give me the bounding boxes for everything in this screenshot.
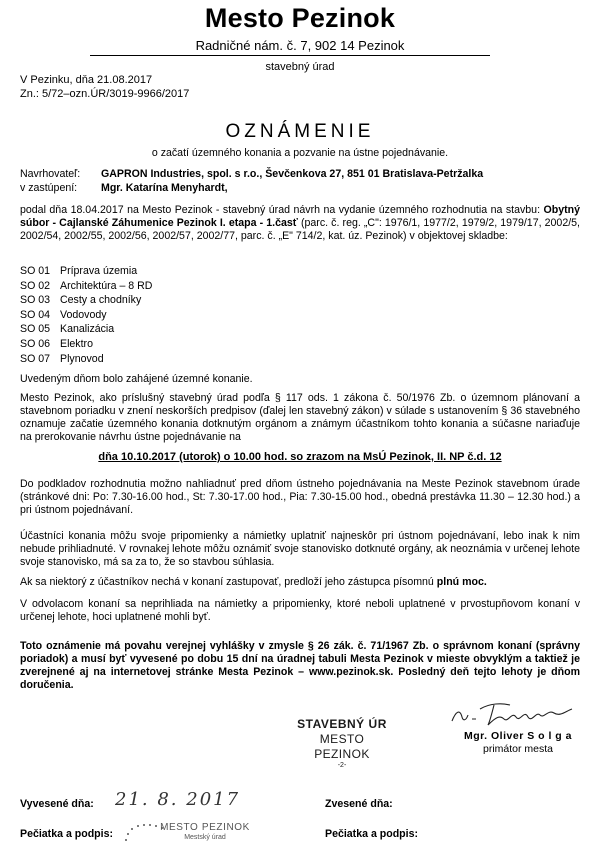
list-item [20, 265, 152, 280]
power-of-attorney: plnú moc. [436, 576, 487, 588]
applicant-value: GAPRON Industries, spol. s r.o., Ševčenkova 27, 851 01 Bratislava-Petržalka [101, 168, 484, 180]
place-date: V Pezinku, dňa 21.08.2017 [20, 74, 153, 86]
documents-paragraph: Do podkladov rozhodnutia možno nahliadnuť pred dňom ústneho pojednávania na Meste Pezinok stavebnom úrade (stránkové dni: Po: 7.30-16.00 hod., St: 7.30-17.00 hod., Pia: 7.30-15.00 hod., obedná prestávka 11.30 – 12.30 hod.) a pri ústnom pojednávaní. [20, 478, 580, 517]
hearing-text: dňa 10.10.2017 (utorok) o 10.00 hod. so zrazom na MsÚ Pezinok, II. NP č.d. 12 [98, 451, 502, 463]
representative-label: v zastúpení: [20, 182, 78, 194]
applicant-row [20, 168, 483, 181]
procedure-started: Uvedeným dňom bolo zahájené územné konanie. [20, 373, 253, 385]
object-code: SO 03 [20, 294, 51, 307]
applicant-label: Navrhovateľ: [20, 168, 81, 180]
object-code: SO 01 [20, 265, 51, 277]
header-divider [90, 55, 490, 56]
stamp-line-1: STAVEBNÝ ÚR [297, 717, 387, 731]
hearing-date [0, 451, 600, 465]
intro-text-2: (parc. č. reg. „C": 1976/1, 1977/2, 1979/2, 1979/17, 2002/5, 2002/54, 2002/55, 2002/56, 2002/57, 2002/77, parc. č. „E" 714/2, kat. úz. Pezinok) v objektovej skladbe: [20, 217, 580, 243]
representation-text: Ak sa niektorý z účastníkov nechá v konaní zastupovať, predloží jeho zástupca písomnú [20, 576, 437, 588]
posted-date-handwritten: 21. 8. 2017 [115, 789, 241, 810]
object-code: SO 07 [20, 352, 51, 365]
list-item [20, 353, 152, 368]
removed-label: Zvesené dňa: [325, 798, 393, 810]
list-item [20, 280, 152, 295]
reference-number: Zn.: 5/72–ozn.ÚR/3019-9966/2017 [20, 88, 190, 100]
object-code: SO 04 [20, 308, 51, 321]
office-stamp [292, 717, 392, 770]
city-title: Mesto Pezinok [204, 3, 396, 33]
object-name: Architektúra – 8 RD [60, 279, 153, 292]
list-item [20, 294, 152, 309]
object-name: Cesty a chodníky [60, 294, 142, 307]
signatory-role: primátor mesta [482, 743, 554, 756]
object-code: SO 02 [20, 279, 51, 292]
intro-text-1: podal dňa 18.04.2017 na Mesto Pezinok - stavebný úrad návrh na vydanie územného rozhodnutia na stavbu: [20, 204, 544, 216]
stamp-line-2: MESTO PEZINOK [314, 731, 370, 761]
public-notice-paragraph: Toto oznámenie má povahu verejnej vyhlášky v zmysle § 26 zák. č. 71/1967 Zb. o správnom konaní (správny poriadok) a musí byť vyvesené po dobu 15 dní na úradnej tabuli Mesta Pezinok v mieste obvyklým a taktiež je zverejnené aj na internetovej stránke Mesta Pezinok – www.pezinok.sk. Posledný deň tejto lehoty je dňom doručenia. [20, 640, 580, 692]
faint-stamp-line-2: Mestský úrad [184, 834, 226, 842]
project-name: Obytný súbor - Cajlanské Záhumenice Pezinok I. etapa - 1.časť [20, 204, 580, 230]
list-item [20, 309, 152, 324]
mayor-signature [450, 697, 575, 729]
list-item [20, 323, 152, 338]
representative-row [20, 182, 228, 195]
intro-paragraph [20, 204, 580, 243]
object-code: SO 06 [20, 337, 51, 350]
document-title: OZNÁMENIE [225, 121, 375, 142]
stamp-line-3: -2- [337, 761, 347, 769]
posted-label: Vyvesené dňa: [20, 798, 94, 810]
faint-office-stamp [150, 822, 260, 843]
stamp-signature-label-left: Pečiatka a podpis: [20, 828, 114, 840]
signatory-block [448, 730, 588, 756]
signatory-name: Mgr. Oliver S o l g a [464, 730, 572, 742]
stamp-signature-label-right: Pečiatka a podpis: [325, 828, 419, 840]
object-name: Príprava územia [60, 265, 138, 277]
representative-value: Mgr. Katarína Menyhardt, [101, 182, 228, 194]
faint-stamp-line-1: MESTO PEZINOK [160, 822, 250, 833]
object-name: Elektro [60, 337, 93, 350]
appeals-paragraph: V odvolacom konaní sa neprihliada na námietky a pripomienky, ktoré neboli uplatnené v prvostupňovom konaní v určenej lehote, hoci uplatnené mohli byť. [20, 598, 580, 624]
authority-paragraph: Mesto Pezinok, ako príslušný stavebný úrad podľa § 117 ods. 1 zákona č. 50/1976 Zb. o územnom plánovaní a stavebnom poriadku v znení neskorších predpisov (ďalej len stavebný zákon) v súlade s ustanovením § 36 stavebného oznamuje začatie územného konania dotknutým orgánom a známym účastníkom tohto konania a súčasne nariaďuje na prerokovanie návrhu ústne pojednávanie na [20, 392, 580, 444]
object-name: Plynovod [60, 352, 104, 365]
building-objects-list [20, 265, 152, 367]
objections-paragraph: Účastníci konania môžu svoje pripomienky a námietky uplatniť najneskôr pri ústnom pojednávaní, lebo inak k nim nebude prihliadnuté. V rovnakej lehote môžu oznámiť svoje stanovisko dotknuté orgány, ak neoznámia v určenej lehote svoje stanovisko, má sa za to, že so stavbou súhlasia. [20, 530, 580, 569]
document-subtitle: o začatí územného konania a pozvanie na ústne pojednávanie. [151, 147, 449, 159]
object-code: SO 05 [20, 323, 51, 336]
list-item [20, 338, 152, 353]
city-address: Radničné nám. č. 7, 902 14 Pezinok [195, 38, 405, 53]
object-name: Vodovody [60, 308, 107, 321]
representation-paragraph [20, 576, 580, 589]
office-name: stavebný úrad [265, 61, 335, 73]
object-name: Kanalizácia [60, 323, 115, 336]
